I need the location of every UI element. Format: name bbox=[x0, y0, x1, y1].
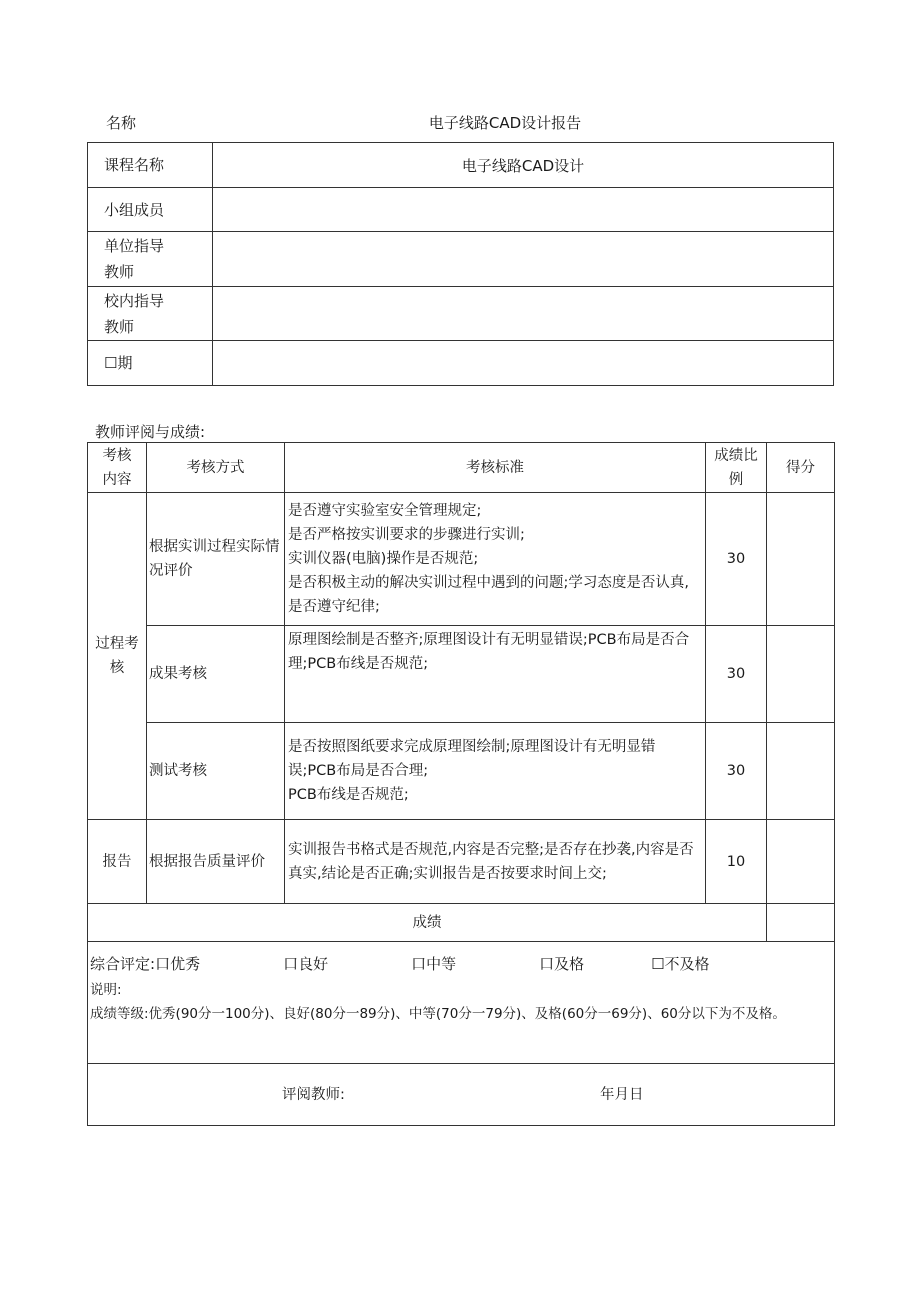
header-method: 考核方式 bbox=[147, 443, 285, 493]
school-teacher-label-line1: 校内指导 bbox=[104, 291, 165, 310]
header-content-line1: 考核 bbox=[102, 447, 132, 464]
overall-label: 综合评定: bbox=[90, 955, 156, 973]
members-label: 小组成员 bbox=[88, 188, 213, 232]
process-label-line2: 核 bbox=[109, 660, 125, 676]
criteria-line: 是否按照图纸要求完成原理图绘制;原理图设计有无明显错误;PCB布局是否合理; bbox=[288, 739, 656, 779]
overall-row bbox=[90, 950, 834, 978]
ratio-result: 30 bbox=[706, 626, 767, 723]
option-good[interactable]: 口良好 bbox=[283, 955, 329, 973]
header-content-line2: 内容 bbox=[102, 471, 132, 488]
criteria-line: PCB布线是否规范; bbox=[288, 787, 409, 803]
ratio-report: 10 bbox=[706, 820, 767, 904]
option-excellent[interactable]: 口优秀 bbox=[155, 955, 201, 973]
method-report: 根据报告质量评价 bbox=[147, 820, 285, 904]
total-score[interactable] bbox=[767, 904, 835, 942]
sign-date-label: 年月日 bbox=[600, 1086, 644, 1103]
criteria-report: 实训报告书格式是否规范,内容是否完整;是否存在抄袭,内容是否真实,结论是否正确;实训报告是否按要求时间上交; bbox=[285, 820, 706, 904]
option-fail[interactable]: ☐不及格 bbox=[651, 955, 710, 973]
process-label-line1: 过程考 bbox=[95, 636, 139, 652]
criteria-line: 是否严格按实训要求的步骤进行实训; bbox=[288, 527, 525, 543]
header-name-label: 名称 bbox=[106, 114, 137, 132]
sign-cell bbox=[88, 1064, 835, 1126]
criteria-line: 原理图绘制是否整齐;原理图设计有无明显错误;PCB布局是否合理;PCB布线是否规范; bbox=[288, 632, 690, 672]
header-criteria: 考核标准 bbox=[285, 443, 706, 493]
process-label bbox=[88, 493, 147, 820]
note-label: 说明: bbox=[90, 982, 122, 998]
school-teacher-label bbox=[88, 287, 213, 341]
date-label: ☐期 bbox=[88, 341, 213, 386]
header-score: 得分 bbox=[767, 443, 835, 493]
unit-teacher-value[interactable] bbox=[213, 232, 834, 287]
unit-teacher-label bbox=[88, 232, 213, 287]
criteria-result bbox=[285, 626, 706, 723]
criteria-line: 是否遵守实验室安全管理规定; bbox=[288, 503, 482, 519]
course-value: 电子线路CAD设计 bbox=[213, 143, 834, 188]
unit-teacher-label-line1: 单位指导 bbox=[104, 237, 165, 255]
report-label: 报告 bbox=[88, 820, 147, 904]
report-title bbox=[0, 112, 920, 133]
ratio-test: 30 bbox=[706, 723, 767, 820]
method-result: 成果考核 bbox=[147, 626, 285, 723]
score-test[interactable] bbox=[767, 723, 835, 820]
criteria-line: 是否积极主动的解决实训过程中遇到的问题;学习态度是否认真,是否遵守纪律; bbox=[288, 575, 689, 615]
method-test: 测试考核 bbox=[147, 723, 285, 820]
ratio-process: 30 bbox=[706, 493, 767, 626]
total-label: 成绩 bbox=[88, 904, 767, 942]
members-value[interactable] bbox=[213, 188, 834, 232]
summary-cell bbox=[88, 942, 835, 1064]
method-process: 根据实训过程实际情况评价 bbox=[147, 493, 285, 626]
school-teacher-value[interactable] bbox=[213, 287, 834, 341]
score-result[interactable] bbox=[767, 626, 835, 723]
header-content bbox=[88, 443, 147, 493]
option-pass[interactable]: 口及格 bbox=[539, 955, 585, 973]
option-medium[interactable]: 口中等 bbox=[411, 955, 457, 973]
score-process[interactable] bbox=[767, 493, 835, 626]
criteria-line: 实训仪器(电脑)操作是否规范; bbox=[288, 551, 479, 567]
section-title: 教师评阅与成绩: bbox=[95, 423, 206, 441]
score-report[interactable] bbox=[767, 820, 835, 904]
header-ratio-line1: 成绩比 bbox=[714, 447, 758, 464]
school-teacher-label-line2: 教师 bbox=[104, 317, 135, 336]
date-value[interactable] bbox=[213, 341, 834, 386]
criteria-test bbox=[285, 723, 706, 820]
report-title-text: 电子线路CAD设计报告 bbox=[428, 114, 582, 132]
course-label: 课程名称 bbox=[88, 143, 213, 188]
unit-teacher-label-line2: 教师 bbox=[104, 263, 135, 281]
info-table bbox=[87, 142, 834, 386]
grade-text: 成绩等级:优秀(90分一100分)、良好(80分一89分)、中等(70分一79分)、及格(60分一69分)、60分以下为不及格。 bbox=[90, 1006, 786, 1022]
criteria-process bbox=[285, 493, 706, 626]
header-ratio bbox=[706, 443, 767, 493]
header-ratio-line2: 例 bbox=[728, 471, 744, 488]
eval-table bbox=[87, 442, 835, 1126]
reviewer-label: 评阅教师: bbox=[282, 1086, 345, 1103]
